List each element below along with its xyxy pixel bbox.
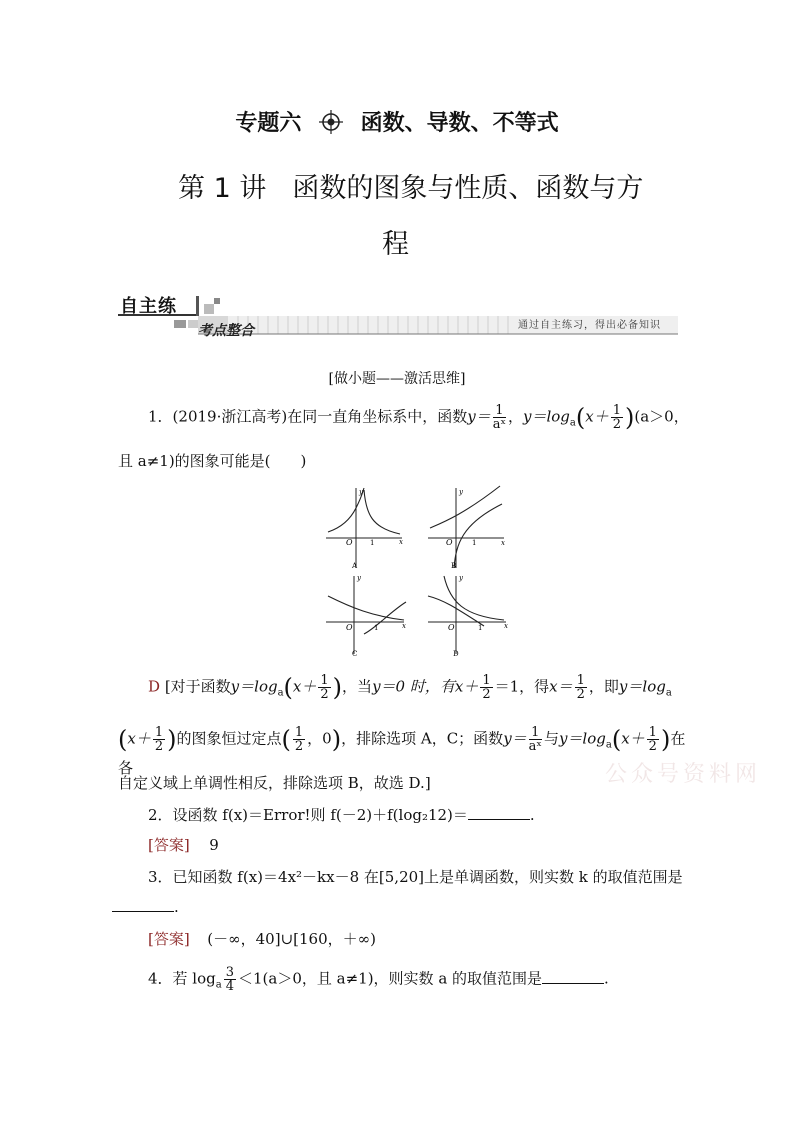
lecture-number: 第 1 讲: [178, 173, 267, 204]
q1-x-plus: x＋: [585, 407, 609, 426]
q1-stem: 在同一直角坐标系中，函数: [287, 407, 468, 426]
q1-y-eq: y＝: [467, 407, 491, 426]
banner-label-bottom: 考点整合: [198, 323, 254, 339]
graph-label-d: D: [453, 650, 459, 658]
graph-label-b: B: [451, 562, 457, 570]
svg-text:y: y: [459, 488, 463, 496]
q2-answer-tag: [答案]: [148, 836, 190, 854]
q4-answer-blank: [542, 969, 604, 984]
q1-source: (2019·浙江高考): [172, 407, 288, 426]
q1-line1: 1．(2019·浙江高考)在同一直角坐标系中，函数y＝ $\frac{1}{\text{aˣ}}$ ，$y=\log_a(x+$ $\frac{1}{2}$ )(a＞0，: [148, 403, 689, 432]
q1-sol-text-1: [对于函数: [164, 677, 231, 696]
svg-text:x: x: [501, 539, 505, 547]
graph-label-c: C: [352, 650, 358, 658]
q3-answer: [148, 928, 376, 950]
q1-comma: ，: [507, 407, 523, 426]
lecture-title-line2: 程: [382, 229, 409, 260]
topic-subject: 函数、导数、不等式: [360, 111, 559, 136]
q1-answer-letter: D: [148, 677, 161, 696]
topic-title: [0, 106, 794, 140]
q2-answer: [148, 834, 219, 856]
svg-text:y: y: [357, 574, 361, 582]
q2-answer-blank: [468, 805, 530, 820]
q1-condition: (a＞0，: [634, 407, 689, 426]
q1-fraction-half: $\frac{1}{2}$: [612, 403, 621, 432]
q1-line2: 且 a≠1)的图象可能是( ): [118, 452, 307, 470]
topic-number: 专题六: [235, 111, 302, 136]
q4-line: 4．若 $\log_a$ $\frac{3}{4}$ ＜1(a＞0，且 a≠1)，则实数 a 的取值范围是 .: [148, 965, 609, 994]
q4-fraction: $\frac{3}{4}$: [225, 965, 234, 994]
svg-text:O: O: [448, 623, 455, 632]
q3-line1: 3．已知函数 f(x)＝4x²－kx－8 在[5,20]上是单调函数，则实数 k 的取值范围是: [148, 868, 683, 886]
q3-answer-blank: [112, 897, 174, 912]
q3-answer-tag: [答案]: [148, 930, 190, 948]
graph-option-c: [322, 572, 412, 658]
lecture-title-line1: [178, 166, 643, 205]
q1-solution-line3: 自定义域上单调性相反，排除选项 B，故选 D.]: [118, 774, 431, 792]
svg-text:O: O: [346, 538, 353, 547]
svg-text:O: O: [346, 623, 353, 632]
svg-text:1: 1: [472, 539, 477, 547]
lecture-title-text: 函数的图象与性质、函数与方: [292, 173, 644, 204]
graph-option-d: [424, 572, 514, 658]
q1-solution-line2: (x＋ $\frac{1}{2}$ )的图象恒过定点( $\frac{1}{2}$ ，0)，排除选项 A，C；函数y＝ $\frac{1}{\text{aˣ}}$ 与$y=\log_a(x+$ $\frac{1}{2}$ )在各: [118, 725, 686, 777]
section-label: [做小题——激活思维]: [328, 371, 466, 387]
q1-number: 1．: [148, 407, 173, 426]
topic-emblem-icon: [319, 110, 343, 140]
graph-option-b: [424, 484, 514, 570]
q1-fraction-1-over-ax: $\frac{1}{\text{aˣ}}$: [492, 403, 506, 432]
svg-text:x: x: [504, 622, 508, 630]
svg-text:1: 1: [370, 539, 375, 547]
svg-text:y: y: [359, 488, 363, 496]
q1-y-log: y＝log: [522, 407, 570, 426]
q1-sol-frac-half: $\frac{1}{2}$: [320, 673, 329, 702]
svg-text:1: 1: [374, 624, 379, 632]
svg-text:x: x: [402, 622, 406, 630]
q1-log-base: a: [569, 417, 576, 429]
svg-text:x: x: [399, 538, 403, 546]
graph-label-a: A: [352, 562, 358, 570]
q2-text: 2．设函数 f(x)＝Error!则 f(－2)＋f(log₂12)＝: [148, 806, 468, 824]
banner-tagline: 通过自主练习，得出必备知识: [518, 320, 661, 331]
graph-option-a: [322, 484, 412, 570]
watermark: 公众号资料网: [605, 762, 762, 787]
q2-line: 2．设函数 f(x)＝Error!则 f(－2)＋f(log₂12)＝ .: [148, 806, 535, 824]
svg-text:O: O: [446, 538, 453, 547]
q3-answer-value: (－∞，40]∪[160，＋∞): [207, 930, 376, 948]
svg-text:y: y: [459, 574, 463, 582]
q4-prefix: 4．若 log: [148, 969, 216, 988]
svg-text:1: 1: [478, 624, 483, 632]
q1-solution-line1: D [对于函数$y=\log_a(x+$ $\frac{1}{2}$ )，当y＝0 时，有x＋ $\frac{1}{2}$ ＝1，得x＝ $\frac{1}{2}$ ，即$y=\log_a$: [148, 673, 672, 702]
q2-answer-value: 9: [209, 836, 219, 854]
q4-rest: ＜1(a＞0，且 a≠1)，则实数 a 的取值范围是: [238, 969, 543, 988]
banner-label-top: 自主练: [120, 296, 177, 317]
q3-line2: .: [112, 896, 179, 918]
